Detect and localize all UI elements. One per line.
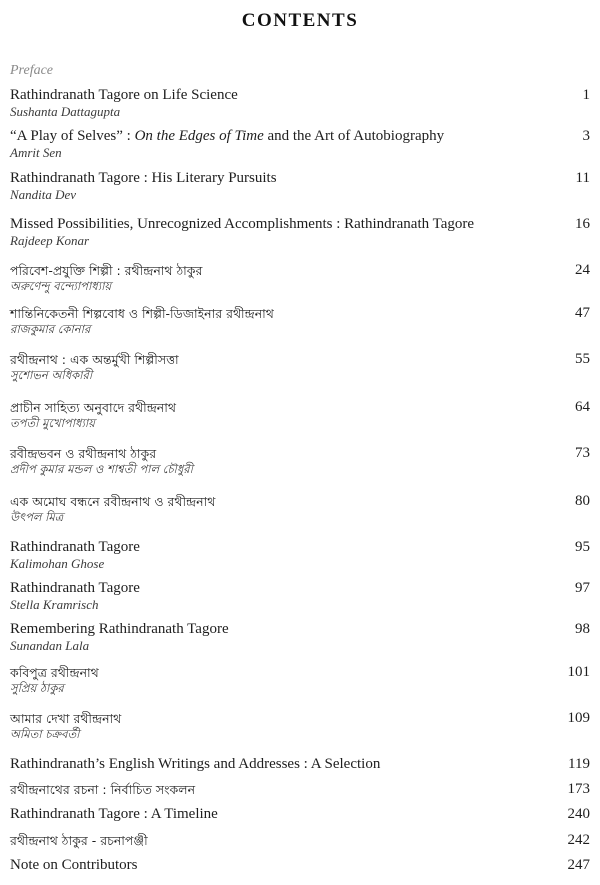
page-title: CONTENTS: [241, 10, 359, 31]
entry-author: অরুণেন্দু বন্দ্যোপাধ্যায়: [10, 279, 112, 293]
entry-page-number: 3: [582, 128, 590, 144]
entry-author: Amrit Sen: [10, 145, 62, 160]
entry-page-number: 24: [575, 262, 590, 278]
toc-entry[interactable]: [10, 262, 590, 294]
entry-page-number: 97: [575, 580, 590, 596]
entry-author: Kalimohan Ghose: [10, 556, 105, 571]
entry-title[interactable]: রবীন্দ্রভবন ও রথীন্দ্রনাথ ঠাকুর: [10, 446, 157, 461]
toc-entry[interactable]: [10, 399, 590, 431]
entry-page-number: 95: [575, 539, 590, 555]
entry-author: সুপ্রিয় ঠাকুর: [10, 681, 64, 695]
entry-page-number: 242: [567, 832, 590, 848]
entry-page-number: 240: [567, 806, 590, 822]
entry-title[interactable]: রথীন্দ্রনাথ ঠাকুর - রচনাপঞ্জী: [10, 833, 148, 848]
entry-title-part: “A Play of Selves” :: [10, 128, 135, 144]
entry-author: Sunandan Lala: [10, 638, 90, 653]
entry-author: সুশোভন অধিকারী: [10, 368, 93, 382]
entry-title[interactable]: Rathindranath Tagore : A Timeline: [10, 806, 218, 822]
entry-author: Stella Kramrisch: [10, 597, 99, 612]
preface-label: Preface: [10, 63, 54, 78]
entry-page-number: 64: [575, 399, 590, 415]
entry-title[interactable]: [10, 128, 590, 145]
entry-title[interactable]: শান্তিনিকেতনী শিল্পবোধ ও শিল্পী-ডিজাইনার রথীন্দ্রনাথ: [10, 306, 274, 321]
entry-title[interactable]: রথীন্দ্রনাথ : এক অন্তর্মুখী শিল্পীসত্তা: [10, 352, 179, 367]
toc-entry[interactable]: [10, 857, 590, 874]
entry-author: প্রদীপ কুমার মন্ডল ও শাশ্বতী পাল চৌধুরী: [10, 462, 193, 476]
toc-entry[interactable]: [10, 351, 590, 383]
entry-title[interactable]: Rathindranath Tagore: [10, 539, 140, 555]
entry-author: রাজকুমার কোনার: [10, 322, 91, 336]
entry-author: তপতী মুখোপাধ্যায়: [10, 416, 95, 430]
toc-entry[interactable]: [10, 756, 590, 773]
entry-title[interactable]: Note on Contributors: [10, 857, 138, 873]
toc-entry[interactable]: [10, 781, 590, 798]
toc-entry[interactable]: [10, 216, 590, 248]
entry-title[interactable]: প্রাচীন সাহিত্য অনুবাদে রথীন্দ্রনাথ: [10, 400, 176, 415]
entry-page-number: 101: [567, 664, 590, 680]
entry-page-number: 80: [575, 493, 590, 509]
entry-page-number: 109: [567, 710, 590, 726]
entry-page-number: 119: [568, 756, 590, 772]
toc-entry[interactable]: [10, 621, 590, 653]
entry-page-number: 11: [575, 170, 590, 186]
entry-author: Rajdeep Konar: [10, 233, 90, 248]
toc-entry[interactable]: [10, 664, 590, 696]
toc-entry[interactable]: [10, 539, 590, 571]
entry-title[interactable]: Rathindranath’s English Writings and Addresses : A Selection: [10, 756, 381, 772]
entry-author: অমিতা চক্রবর্তী: [10, 727, 80, 741]
toc-entry[interactable]: [10, 806, 590, 823]
toc-entry[interactable]: [10, 128, 590, 160]
entry-title[interactable]: কবিপুত্র রথীন্দ্রনাথ: [10, 665, 99, 680]
entry-title[interactable]: আমার দেখা রথীন্দ্রনাথ: [10, 711, 122, 726]
entry-author: উৎপল মিত্র: [10, 510, 64, 524]
entry-page-number: 1: [582, 87, 590, 103]
entry-page-number: 98: [575, 621, 590, 637]
toc-entry[interactable]: [10, 580, 590, 612]
toc-entry[interactable]: [10, 832, 590, 849]
entry-title[interactable]: Missed Possibilities, Unrecognized Accomplishments : Rathindranath Tagore: [10, 216, 475, 232]
entry-title-italic-part: On the Edges of Time: [134, 128, 264, 144]
toc-entry[interactable]: [10, 87, 590, 119]
toc-entry[interactable]: [10, 493, 590, 525]
entry-title[interactable]: রথীন্দ্রনাথের রচনা : নির্বাচিত সংকলন: [10, 782, 196, 797]
entry-title[interactable]: Rathindranath Tagore on Life Science: [10, 87, 238, 103]
entry-page-number: 47: [575, 305, 590, 321]
toc-entry[interactable]: [10, 305, 590, 337]
entry-title-part: and the Art of Autobiography: [263, 128, 445, 144]
entry-title[interactable]: Rathindranath Tagore: [10, 580, 140, 596]
toc-entry[interactable]: [10, 710, 590, 742]
entry-author: Nandita Dev: [10, 187, 77, 202]
toc-entry[interactable]: [10, 170, 590, 202]
entry-title[interactable]: এক অমোঘ বন্ধনে রবীন্দ্রনাথ ও রথীন্দ্রনাথ: [10, 494, 216, 509]
toc-entry[interactable]: [10, 445, 590, 477]
entry-title[interactable]: Rathindranath Tagore : His Literary Pursuits: [10, 170, 277, 186]
entry-title[interactable]: পরিবেশ-প্রযুক্তি শিল্পী : রথীন্দ্রনাথ ঠাকুর: [10, 263, 203, 278]
entry-page-number: 247: [567, 857, 590, 873]
entry-title[interactable]: Remembering Rathindranath Tagore: [10, 621, 229, 637]
entry-author: Sushanta Dattagupta: [10, 104, 121, 119]
entry-page-number: 173: [567, 781, 590, 797]
entry-page-number: 55: [575, 351, 590, 367]
entry-page-number: 73: [575, 445, 590, 461]
entry-page-number: 16: [575, 216, 590, 232]
